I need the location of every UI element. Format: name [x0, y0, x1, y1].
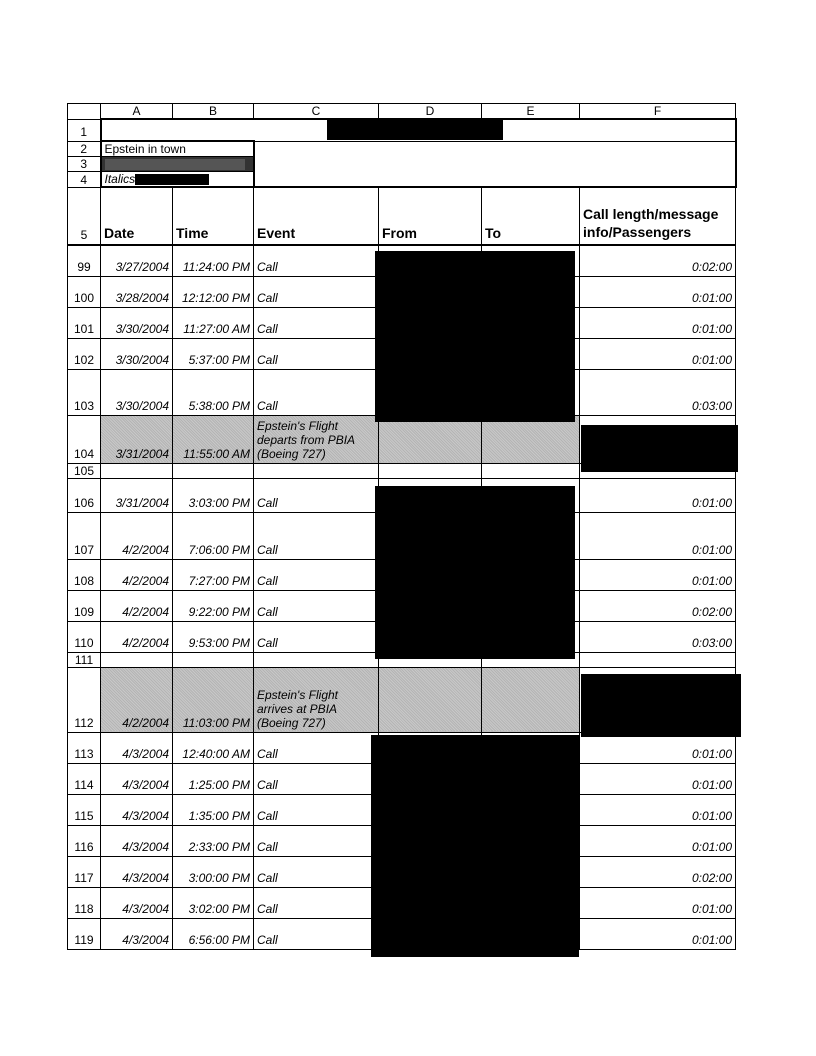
event-cell[interactable]: Call: [254, 918, 379, 949]
row-number[interactable]: 4: [68, 172, 101, 188]
time-cell[interactable]: 3:02:00 PM: [173, 887, 254, 918]
from-cell[interactable]: [379, 415, 482, 463]
length-cell[interactable]: 0:01:00: [580, 763, 736, 794]
event-cell[interactable]: Call: [254, 307, 379, 338]
event-cell[interactable]: Call: [254, 478, 379, 512]
event-cell[interactable]: Call: [254, 825, 379, 856]
length-cell[interactable]: 0:01:00: [580, 918, 736, 949]
row-number[interactable]: 115: [68, 794, 101, 825]
length-cell[interactable]: [580, 652, 736, 667]
time-cell[interactable]: 5:37:00 PM: [173, 338, 254, 369]
legend-italics: [101, 172, 254, 188]
from-cell[interactable]: [379, 463, 482, 478]
event-cell[interactable]: Call: [254, 856, 379, 887]
length-cell[interactable]: 0:01:00: [580, 559, 736, 590]
header-date: Date: [101, 187, 173, 245]
column-header-c[interactable]: C: [254, 104, 379, 120]
redaction-box: [375, 251, 575, 422]
event-cell[interactable]: Call: [254, 887, 379, 918]
date-cell[interactable]: 3/27/2004: [101, 245, 173, 276]
length-cell[interactable]: 0:01:00: [580, 478, 736, 512]
date-cell[interactable]: 4/2/2004: [101, 512, 173, 559]
length-cell[interactable]: 0:01:00: [580, 732, 736, 763]
redaction-box: [327, 118, 503, 140]
header-row: [68, 187, 736, 245]
date-cell[interactable]: 4/2/2004: [101, 621, 173, 652]
event-cell[interactable]: Call: [254, 245, 379, 276]
date-cell[interactable]: 3/31/2004: [101, 415, 173, 463]
time-cell[interactable]: 3:00:00 PM: [173, 856, 254, 887]
corner-cell[interactable]: [68, 104, 101, 120]
row-number[interactable]: 100: [68, 276, 101, 307]
row-number[interactable]: 107: [68, 512, 101, 559]
time-cell[interactable]: 11:27:00 AM: [173, 307, 254, 338]
time-cell[interactable]: 12:12:00 PM: [173, 276, 254, 307]
time-cell[interactable]: [173, 463, 254, 478]
row-number[interactable]: 1: [68, 119, 101, 141]
event-cell[interactable]: Epstein's Flight departs from PBIA (Boeing 727): [254, 415, 379, 463]
time-cell[interactable]: 1:35:00 PM: [173, 794, 254, 825]
row-number[interactable]: 99: [68, 245, 101, 276]
date-cell[interactable]: 3/30/2004: [101, 369, 173, 415]
time-cell[interactable]: [173, 652, 254, 667]
sheet-row-2: [68, 141, 736, 157]
row-number[interactable]: 111: [68, 652, 101, 667]
event-cell[interactable]: Call: [254, 512, 379, 559]
event-cell[interactable]: Call: [254, 338, 379, 369]
column-header-d[interactable]: D: [379, 104, 482, 120]
row-number[interactable]: 119: [68, 918, 101, 949]
row-number[interactable]: 110: [68, 621, 101, 652]
header-time: Time: [173, 187, 254, 245]
date-cell[interactable]: [101, 652, 173, 667]
redaction-box: [371, 735, 579, 957]
length-cell[interactable]: 0:01:00: [580, 512, 736, 559]
legend-in-town: Epstein in town: [101, 141, 254, 157]
time-cell[interactable]: 3:03:00 PM: [173, 478, 254, 512]
event-cell[interactable]: Call: [254, 559, 379, 590]
row-number[interactable]: 2: [68, 141, 101, 157]
legend-blank-area: [254, 141, 736, 187]
date-cell[interactable]: 4/3/2004: [101, 825, 173, 856]
row-number[interactable]: 108: [68, 559, 101, 590]
time-cell[interactable]: 11:24:00 PM: [173, 245, 254, 276]
row-number[interactable]: 104: [68, 415, 101, 463]
to-cell[interactable]: [482, 463, 580, 478]
time-cell[interactable]: 12:40:00 AM: [173, 732, 254, 763]
length-cell[interactable]: 0:03:00: [580, 621, 736, 652]
time-cell[interactable]: 11:03:00 PM: [173, 667, 254, 732]
header-to: To: [482, 187, 580, 245]
length-cell[interactable]: 0:02:00: [580, 856, 736, 887]
length-cell[interactable]: 0:01:00: [580, 825, 736, 856]
date-cell[interactable]: 4/2/2004: [101, 559, 173, 590]
date-cell[interactable]: 3/30/2004: [101, 338, 173, 369]
time-cell[interactable]: 2:33:00 PM: [173, 825, 254, 856]
row-number[interactable]: 114: [68, 763, 101, 794]
column-header-e[interactable]: E: [482, 104, 580, 120]
redaction-box: [375, 486, 575, 659]
legend-redacted: [101, 157, 254, 172]
row-number[interactable]: 106: [68, 478, 101, 512]
time-cell[interactable]: 5:38:00 PM: [173, 369, 254, 415]
length-cell[interactable]: 0:01:00: [580, 887, 736, 918]
length-cell[interactable]: 0:01:00: [580, 338, 736, 369]
row-number[interactable]: 118: [68, 887, 101, 918]
time-cell[interactable]: 6:56:00 PM: [173, 918, 254, 949]
column-header-row: [68, 104, 736, 120]
date-cell[interactable]: 4/3/2004: [101, 794, 173, 825]
length-cell[interactable]: 0:02:00: [580, 245, 736, 276]
time-cell[interactable]: 7:27:00 PM: [173, 559, 254, 590]
date-cell[interactable]: 4/3/2004: [101, 763, 173, 794]
date-cell[interactable]: 4/3/2004: [101, 856, 173, 887]
time-cell[interactable]: 9:53:00 PM: [173, 621, 254, 652]
row-number[interactable]: 5: [68, 187, 101, 245]
row-number[interactable]: 113: [68, 732, 101, 763]
header-event: Event: [254, 187, 379, 245]
from-cell[interactable]: [379, 667, 482, 732]
row-number[interactable]: 112: [68, 667, 101, 732]
time-cell[interactable]: 7:06:00 PM: [173, 512, 254, 559]
legend-italics-label: Italics: [104, 172, 136, 186]
date-cell[interactable]: 3/30/2004: [101, 307, 173, 338]
redaction-bar: [135, 174, 209, 185]
row-number[interactable]: 101: [68, 307, 101, 338]
to-cell[interactable]: [482, 415, 580, 463]
event-cell[interactable]: [254, 652, 379, 667]
redaction-bar: [105, 159, 245, 170]
event-cell[interactable]: Call: [254, 732, 379, 763]
length-cell[interactable]: 0:02:00: [580, 590, 736, 621]
date-cell[interactable]: 4/3/2004: [101, 918, 173, 949]
column-header-f[interactable]: F: [580, 104, 736, 120]
date-cell[interactable]: 4/2/2004: [101, 667, 173, 732]
date-cell[interactable]: 4/3/2004: [101, 887, 173, 918]
event-cell[interactable]: Call: [254, 794, 379, 825]
row-number[interactable]: 105: [68, 463, 101, 478]
event-cell[interactable]: Call: [254, 763, 379, 794]
row-number[interactable]: 109: [68, 590, 101, 621]
length-cell[interactable]: 0:01:00: [580, 276, 736, 307]
column-header-a[interactable]: A: [101, 104, 173, 120]
length-cell[interactable]: 0:01:00: [580, 794, 736, 825]
event-cell[interactable]: [254, 463, 379, 478]
redaction-box: [581, 425, 738, 472]
date-cell[interactable]: [101, 463, 173, 478]
row-number[interactable]: 116: [68, 825, 101, 856]
event-cell[interactable]: Call: [254, 621, 379, 652]
event-cell[interactable]: Call: [254, 590, 379, 621]
length-cell[interactable]: 0:01:00: [580, 307, 736, 338]
time-cell[interactable]: 1:25:00 PM: [173, 763, 254, 794]
column-header-b[interactable]: B: [173, 104, 254, 120]
event-cell[interactable]: Epstein's Flight arrives at PBIA (Boeing 727): [254, 667, 379, 732]
length-cell[interactable]: 0:03:00: [580, 369, 736, 415]
date-cell[interactable]: 3/28/2004: [101, 276, 173, 307]
redaction-box: [581, 674, 741, 737]
to-cell[interactable]: [482, 667, 580, 732]
time-cell[interactable]: 9:22:00 PM: [173, 590, 254, 621]
row-number[interactable]: 117: [68, 856, 101, 887]
date-cell[interactable]: 3/31/2004: [101, 478, 173, 512]
time-cell[interactable]: 11:55:00 AM: [173, 415, 254, 463]
event-cell[interactable]: Call: [254, 369, 379, 415]
row-number[interactable]: 102: [68, 338, 101, 369]
header-call-length: Call length/message info/Passengers: [580, 187, 736, 245]
header-from: From: [379, 187, 482, 245]
date-cell[interactable]: 4/3/2004: [101, 732, 173, 763]
row-number[interactable]: 3: [68, 157, 101, 172]
row-number[interactable]: 103: [68, 369, 101, 415]
event-cell[interactable]: Call: [254, 276, 379, 307]
date-cell[interactable]: 4/2/2004: [101, 590, 173, 621]
